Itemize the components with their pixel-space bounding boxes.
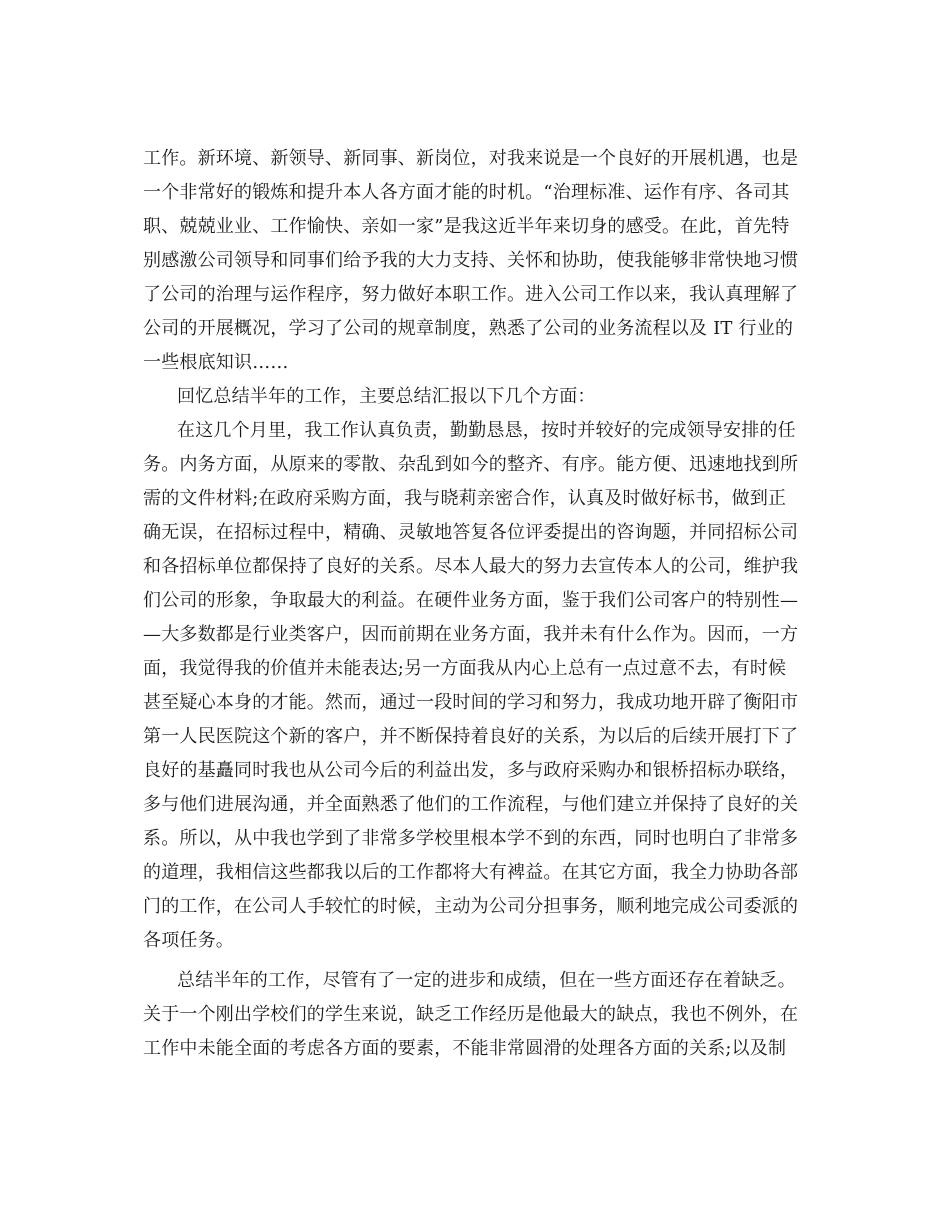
document-body [143, 142, 815, 1066]
text-line: 职、兢兢业业、工作愉快、亲如一家”是我这近半年来切身的感受。在此，首先特 [143, 216, 790, 237]
text-line: 公司的开展概况，学习了公司的规章制度，熟悉了公司的业务流程以及 IT 行业的 [143, 318, 794, 339]
text-line: 和各招标单位都保持了良好的关系。尽本人最大的努力去宣传本人的公司，维护我 [143, 556, 799, 577]
text-line: 工作。新环境、新领导、新同事、新岗位，对我来说是一个良好的开展机遇，也是 [143, 148, 799, 169]
text-line: 了公司的治理与运作程序，努力做好本职工作。进入公司工作以来，我认真理解了 [143, 284, 799, 305]
text-line: 总结半年的工作，尽管有了一定的进步和成绩，但在一些方面还存在着缺乏。 [177, 970, 796, 991]
text-line: 一些根底知识…… [143, 352, 289, 373]
text-line: 别感激公司领导和同事们给予我的大力支持、关怀和协助，使我能够非常快地习惯 [143, 250, 799, 271]
text-line: 面，我觉得我的价值并未能表达;另一方面我从内心上总有一点过意不去，有时候 [143, 658, 787, 679]
text-line: —大多数都是行业类客户，因而前期在业务方面，我并未有什么作为。因而，一方 [143, 624, 799, 645]
text-line: 各项任务。 [143, 930, 234, 951]
text-line: 回忆总结半年的工作，主要总结汇报以下几个方面： [177, 386, 596, 407]
text-line: 在这几个月里，我工作认真负责，勤勤恳恳，按时并较好的完成领导安排的任 [177, 420, 796, 441]
text-line: 需的文件材料;在政府采购方面，我与晓莉亲密合作，认真及时做好标书，做到正 [143, 488, 787, 509]
text-line: 一个非常好的锻炼和提升本人各方面才能的时机。“治理标准、运作有序、各司其 [143, 182, 790, 203]
text-line: 良好的基矗同时我也从公司今后的利益出发，多与政府采购办和银桥招标办联络， [143, 760, 799, 781]
text-line: 门的工作，在公司人手较忙的时候，主动为公司分担事务，顺利地完成公司委派的 [143, 896, 799, 917]
text-line: 的道理，我相信这些都我以后的工作都将大有裨益。在其它方面，我全力协助各部 [143, 862, 799, 883]
text-line: 关于一个刚出学校们的学生来说，缺乏工作经历是他最大的缺点，我也不例外，在 [143, 1004, 799, 1025]
text-line: 工作中未能全面的考虑各方面的要素，不能非常圆滑的处理各方面的关系;以及制 [143, 1038, 787, 1059]
text-line: 们公司的形象，争取最大的利益。在硬件业务方面，鉴于我们公司客户的特别性— [143, 590, 799, 611]
text-line: 多与他们进展沟通，并全面熟悉了他们的工作流程，与他们建立并保持了良好的关 [143, 794, 799, 815]
text-line: 确无误，在招标过程中，精确、灵敏地答复各位评委提出的咨询题，并同招标公司 [143, 522, 799, 543]
text-line: 务。内务方面，从原来的零散、杂乱到如今的整齐、有序。能方便、迅速地找到所 [143, 454, 799, 475]
text-line: 第一人民医院这个新的客户，并不断保持着良好的关系，为以后的后续开展打下了 [143, 726, 799, 747]
text-line: 系。所以，从中我也学到了非常多学校里根本学不到的东西，同时也明白了非常多 [143, 828, 799, 849]
text-line: 甚至疑心本身的才能。然而，通过一段时间的学习和努力，我成功地开辟了衡阳市 [143, 692, 799, 713]
